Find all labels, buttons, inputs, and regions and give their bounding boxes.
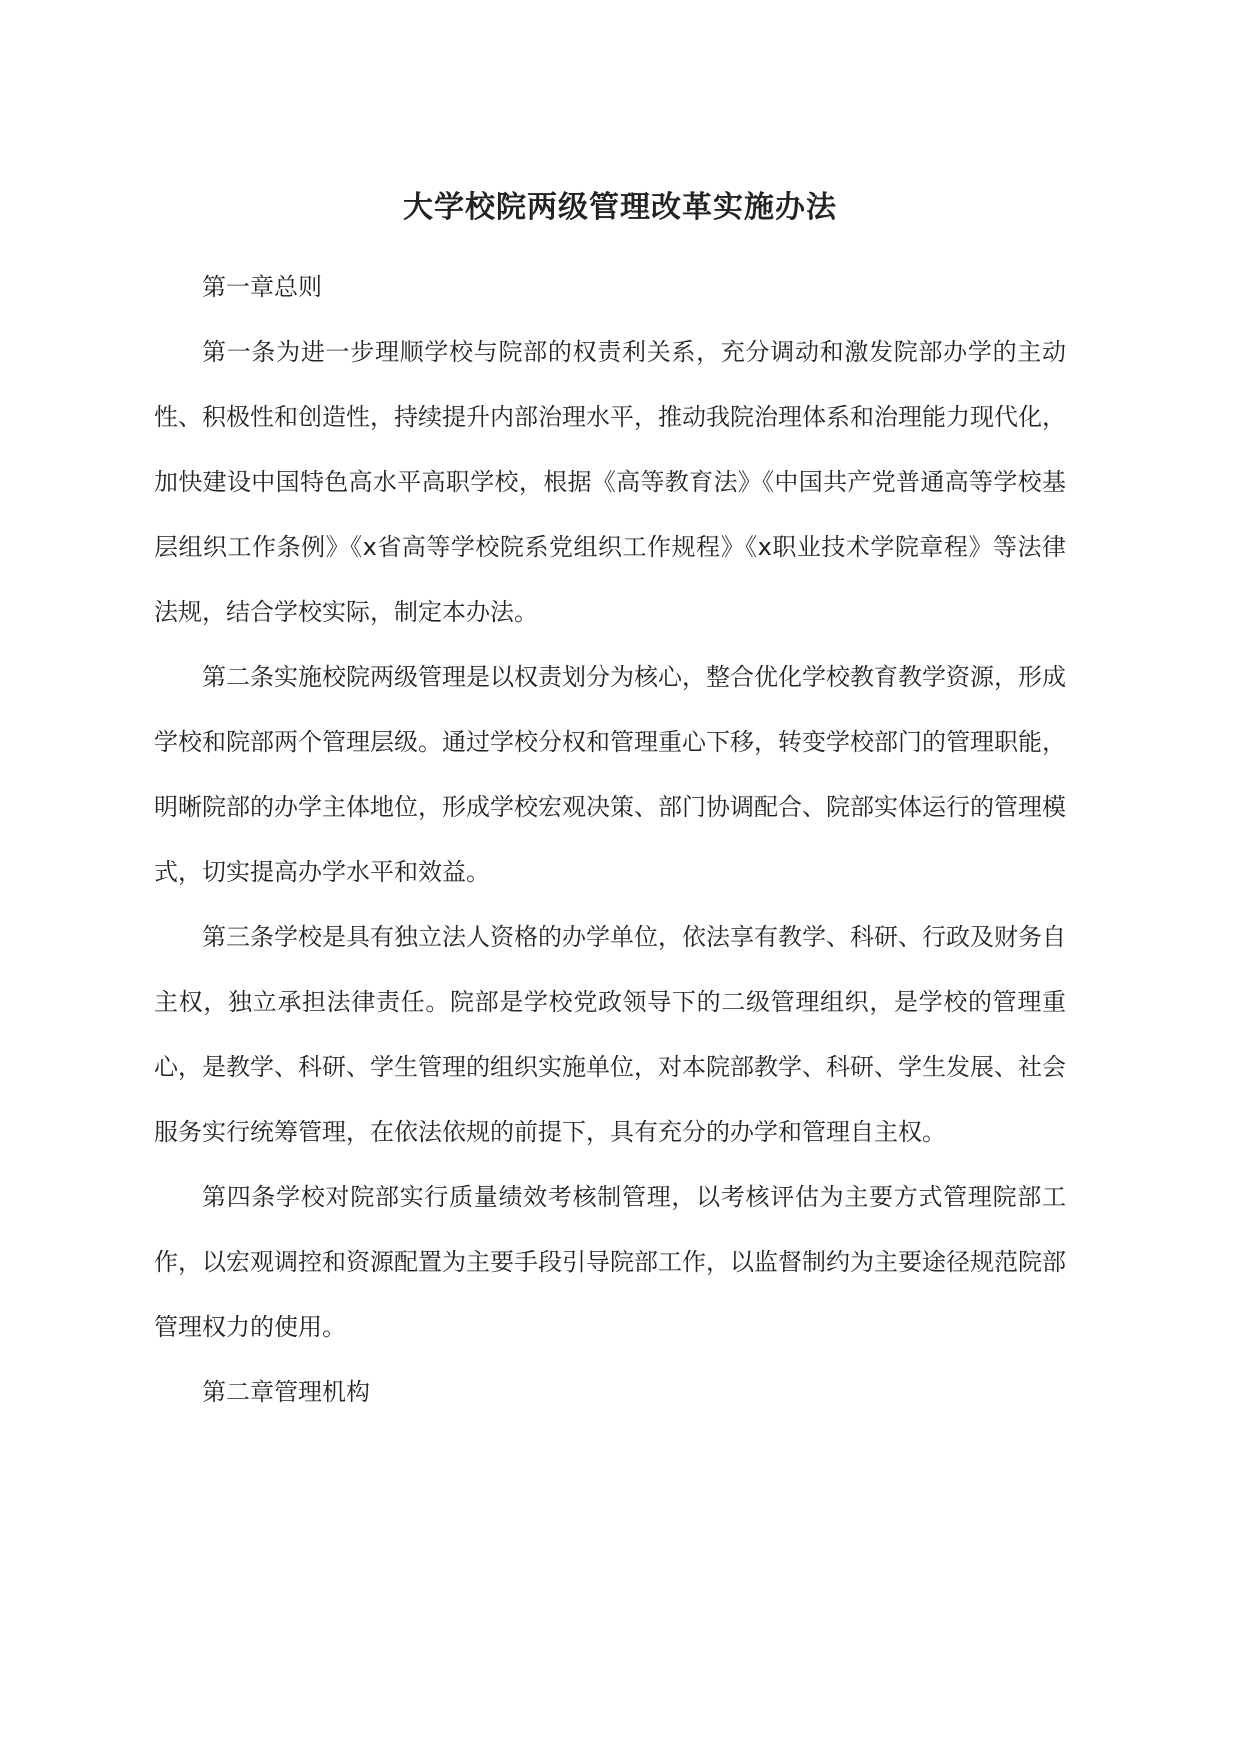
document-body <box>154 255 1066 1425</box>
article-1: 第一条为进一步理顺学校与院部的权责利关系，充分调动和激发院部办学的主动性、积极性和创造性，持续提升内部治理水平，推动我院治理体系和治理能力现代化，加快建设中国特色高水平高职学校，根据《高等教育法》《中国共产党普通高等学校基层组织工作条例》《x省高等学校院系党组织工作规程》《x职业技术学院章程》等法律法规，结合学校实际，制定本办法。 <box>154 338 1066 626</box>
chapter-heading-2: 第二章管理机构 <box>202 1378 370 1406</box>
chapter-heading-1: 第一章总则 <box>202 273 322 301</box>
document-title: 大学校院两级管理改革实施办法 <box>403 190 837 225</box>
article-3: 第三条学校是具有独立法人资格的办学单位，依法享有教学、科研、行政及财务自主权，独立承担法律责任。院部是学校党政领导下的二级管理组织，是学校的管理重心，是教学、科研、学生管理的组织实施单位，对本院部教学、科研、学生发展、社会服务实行统筹管理，在依法依规的前提下，具有充分的办学和管理自主权。 <box>154 923 1066 1146</box>
article-4: 第四条学校对院部实行质量绩效考核制管理，以考核评估为主要方式管理院部工作，以宏观调控和资源配置为主要手段引导院部工作，以监督制约为主要途径规范院部管理权力的使用。 <box>154 1183 1066 1341</box>
article-2: 第二条实施校院两级管理是以权责划分为核心，整合优化学校教育教学资源，形成学校和院部两个管理层级。通过学校分权和管理重心下移，转变学校部门的管理职能，明晰院部的办学主体地位，形成学校宏观决策、部门协调配合、院部实体运行的管理模式，切实提高办学水平和效益。 <box>154 663 1066 886</box>
